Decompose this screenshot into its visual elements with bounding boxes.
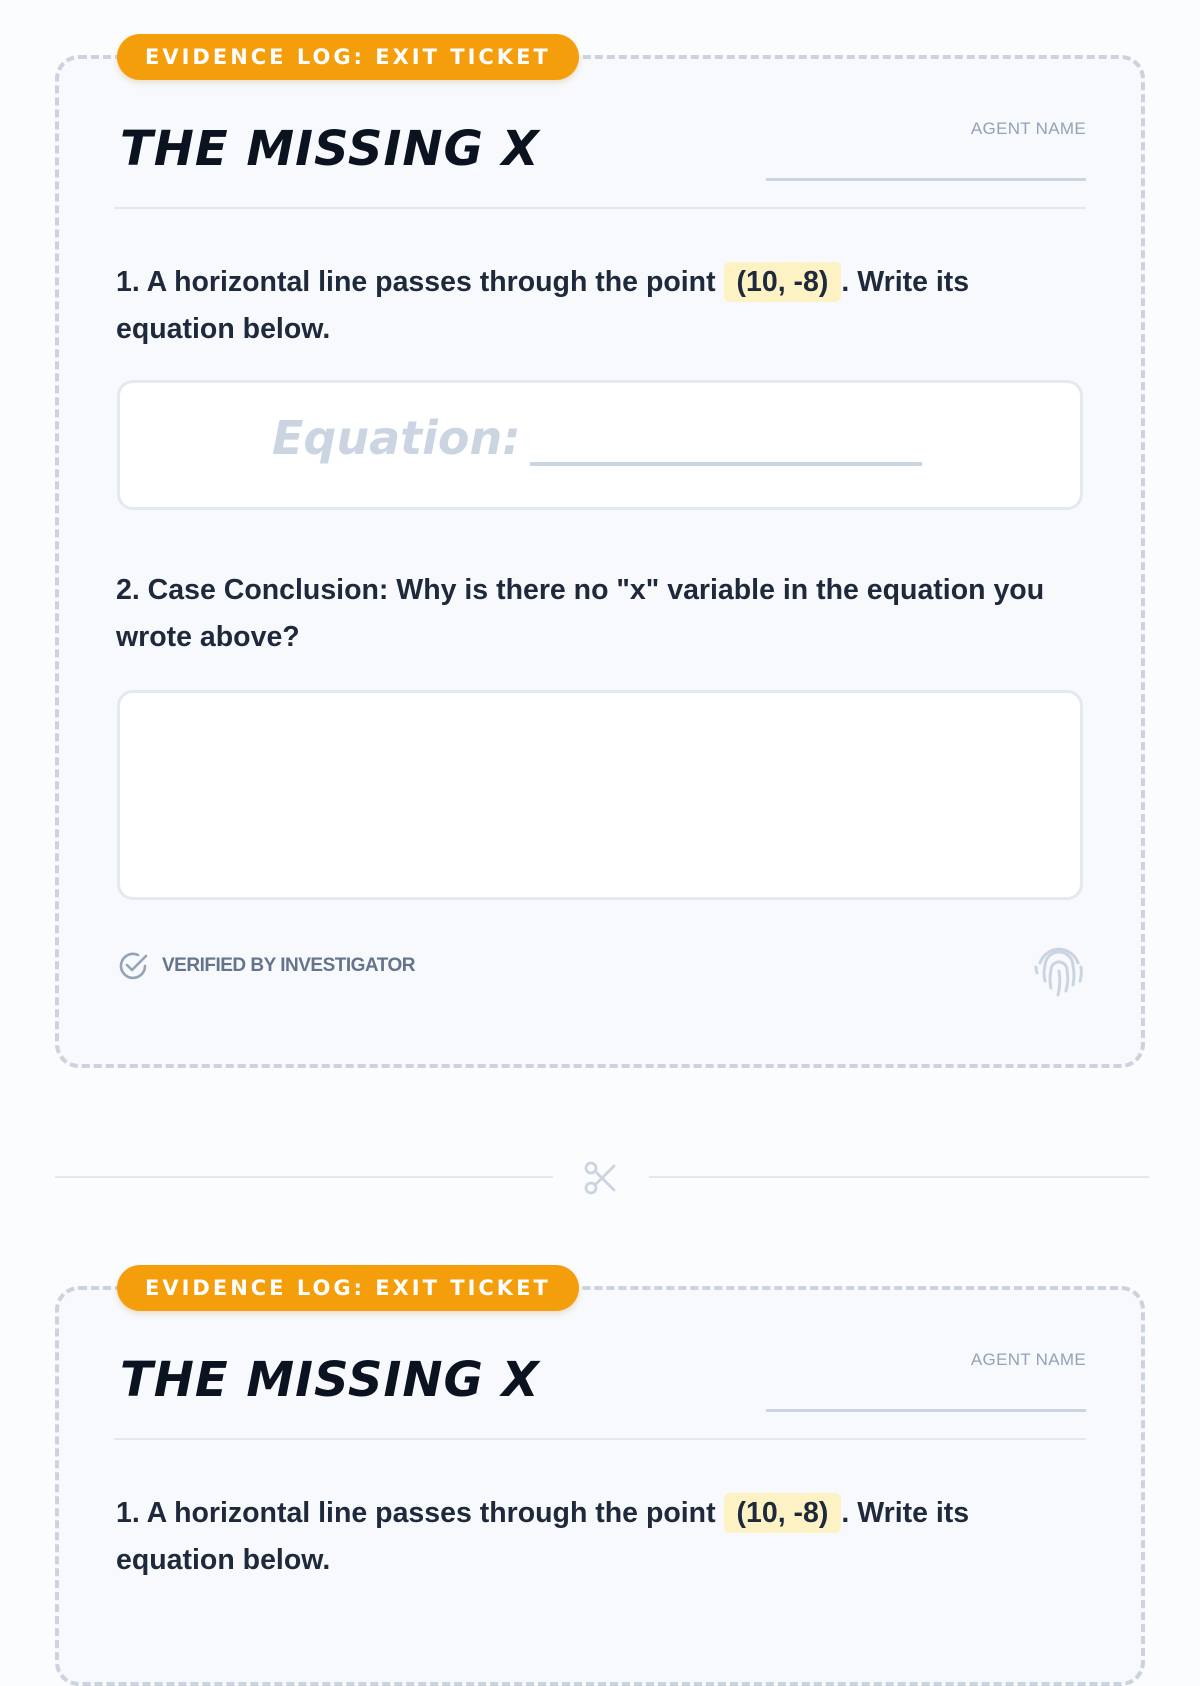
equation-blank[interactable]: [530, 462, 922, 466]
question-2: 2. Case Conclusion: Why is there no "x" variable in the equation you wrote above?: [116, 574, 1045, 653]
verified-label: VERIFIED BY INVESTIGATOR: [162, 955, 415, 976]
cut-line-right: [649, 1176, 1149, 1178]
exit-ticket: [55, 1276, 1145, 1686]
agent-name-field[interactable]: [766, 1409, 1086, 1412]
header-divider: [114, 1438, 1086, 1440]
ticket-badge: EVIDENCE LOG: EXIT TICKET: [117, 1265, 579, 1311]
check-circle-icon: [116, 949, 150, 983]
equation-label: Equation:: [272, 411, 521, 465]
ticket-title: THE MISSING X: [120, 1352, 540, 1408]
conclusion-answer-box[interactable]: [117, 690, 1083, 900]
verified-stamp: [116, 949, 415, 983]
question-1: [116, 259, 1061, 353]
equation-answer-box[interactable]: [117, 380, 1083, 510]
point-highlight: (10, -8): [724, 262, 842, 302]
header-divider: [114, 207, 1086, 209]
ticket-badge: EVIDENCE LOG: EXIT TICKET: [117, 34, 579, 80]
agent-name-field[interactable]: [766, 178, 1086, 181]
cut-line-left: [55, 1176, 553, 1178]
point-highlight: (10, -8): [724, 1493, 842, 1533]
ticket-title: THE MISSING X: [120, 121, 540, 177]
question-1-text: 1. A horizontal line passes through the point: [116, 266, 724, 298]
question-1-text-end: . Write its equation below.: [116, 266, 970, 345]
exit-ticket: [55, 45, 1145, 1068]
fingerprint-icon: [1032, 941, 1086, 997]
agent-name-label: AGENT NAME: [970, 1350, 1086, 1369]
agent-name-label: AGENT NAME: [970, 119, 1086, 138]
question-1: [116, 1490, 1061, 1584]
question-1-text-end: . Write its equation below.: [116, 1497, 970, 1576]
scissors-icon: [582, 1160, 618, 1196]
question-1-text: 1. A horizontal line passes through the point: [116, 1497, 724, 1529]
